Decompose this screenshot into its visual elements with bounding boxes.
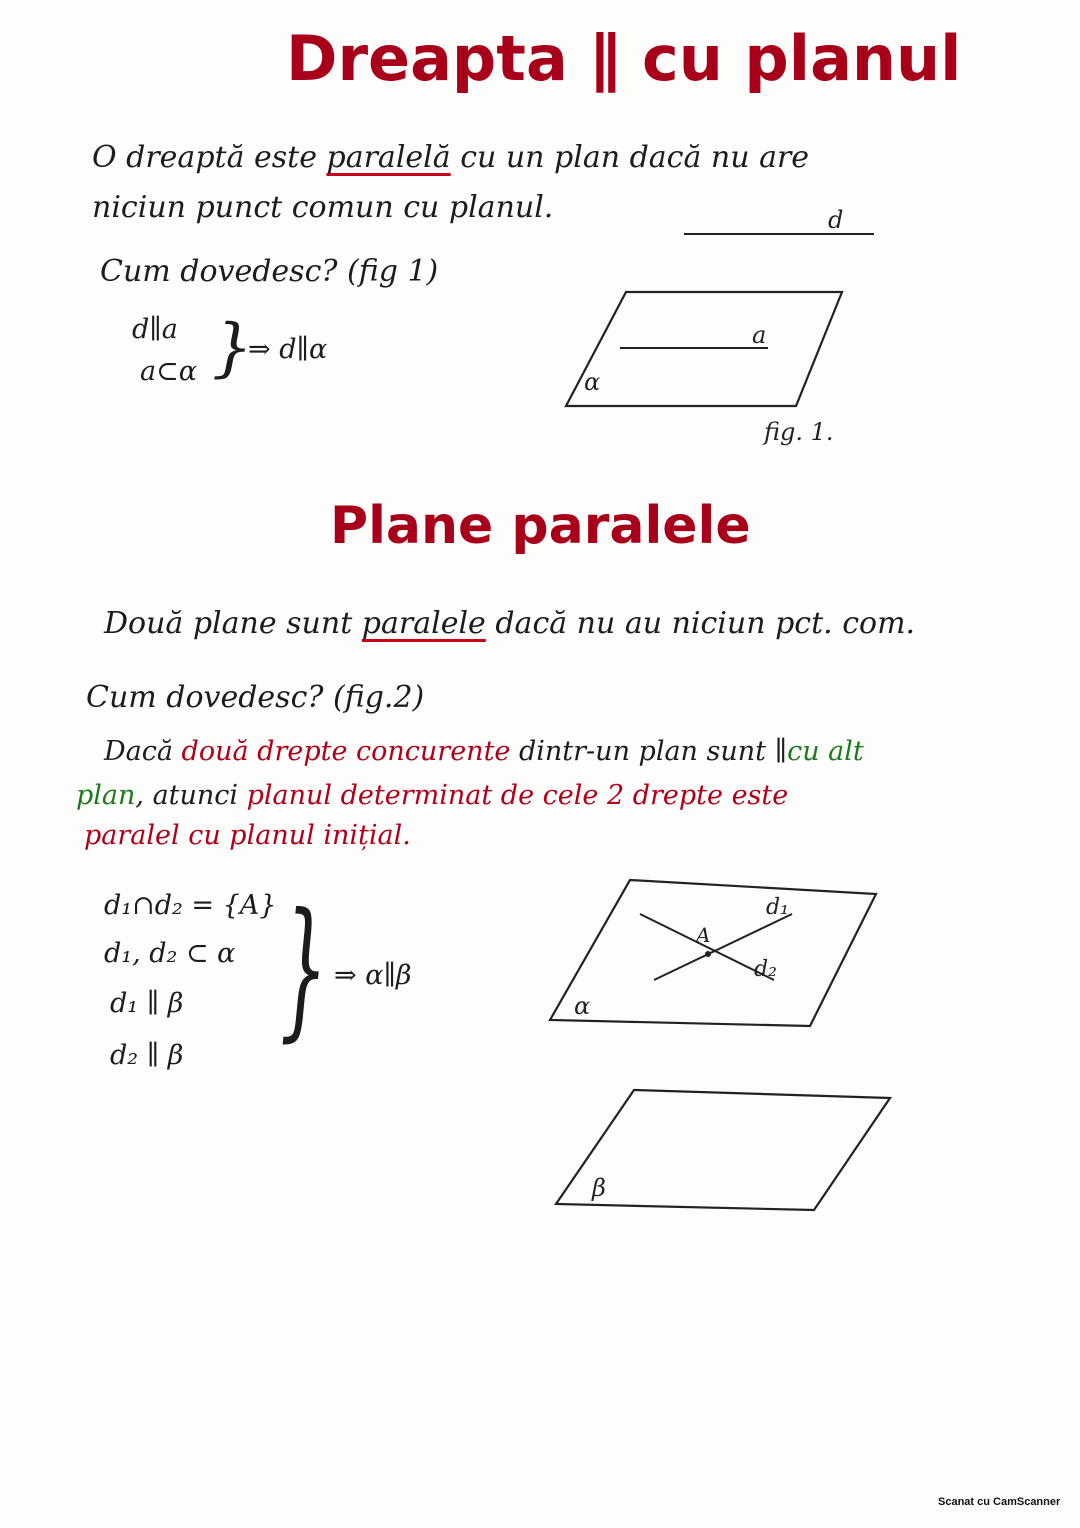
label-alpha-2: α: [574, 992, 591, 1020]
section2-title: Plane paralele: [330, 496, 751, 556]
section1-brace: }: [212, 311, 253, 385]
section2-definition: [104, 606, 915, 641]
section2-proof-line4: d₂ ∥ β: [110, 1040, 184, 1071]
section2-proof-line1: d₁∩d₂ = {A}: [104, 890, 277, 921]
section2-proof-line3: d₁ ∥ β: [110, 988, 184, 1019]
section2-proof-line2: d₁, d₂ ⊂ α: [104, 938, 236, 969]
fig1-caption: fig. 1.: [764, 418, 834, 446]
section2-question: Cum dovedesc? (fig.2): [86, 680, 425, 715]
definition-pre: O dreaptă este: [92, 140, 327, 175]
definition-post: cu un plan dacă nu are: [450, 140, 810, 175]
plane-alpha-2: [550, 880, 876, 1026]
theorem-green-text: plan: [76, 780, 136, 811]
section1-question: Cum dovedesc? (fig 1): [100, 254, 439, 289]
definition-post: dacă nu au niciun pct. com.: [485, 606, 916, 641]
label-A: A: [696, 923, 711, 947]
label-d1: d₁: [766, 895, 789, 920]
figure-2: [540, 870, 920, 1230]
section1-definition-line2: niciun punct comun cu planul.: [92, 190, 554, 225]
point-A: [705, 951, 711, 957]
theorem-text: Dacă: [104, 736, 182, 767]
theorem-green-text: cu alt: [787, 736, 864, 767]
theorem-text: , atunci: [135, 780, 247, 811]
definition-highlight: paralele: [361, 606, 486, 641]
label-d2: d₂: [754, 957, 777, 982]
definition-pre: Două plane sunt: [104, 606, 362, 641]
section2-proof-conclusion: ⇒ α∥β: [334, 960, 412, 991]
label-alpha: α: [584, 368, 601, 396]
definition-highlight: paralelă: [326, 140, 451, 175]
section1-definition-line1: [92, 140, 809, 175]
theorem-red-text: planul determinat de cele 2 drepte este: [246, 780, 789, 811]
label-beta: β: [592, 1174, 606, 1202]
section2-brace: }: [280, 882, 328, 1056]
theorem-text: dintr-un plan sunt ∥: [510, 736, 788, 767]
section1-title: Dreapta ∥ cu planul: [286, 22, 962, 95]
figure-1: [540, 200, 900, 460]
theorem-line1: [104, 736, 864, 767]
label-a: a: [752, 321, 767, 349]
section1-proof-line1: d∥a: [132, 314, 178, 345]
section1-proof-conclusion: ⇒ d∥α: [248, 334, 328, 365]
footer-watermark: Scanat cu CamScanner: [938, 1496, 1061, 1508]
theorem-line2: [76, 780, 788, 811]
theorem-line3: paralel cu planul inițial.: [84, 820, 411, 851]
theorem-red-text: două drepte concurente: [181, 736, 511, 767]
label-d: d: [828, 206, 844, 234]
plane-beta: [556, 1090, 890, 1210]
section1-proof-line2: a⊂α: [140, 356, 197, 387]
